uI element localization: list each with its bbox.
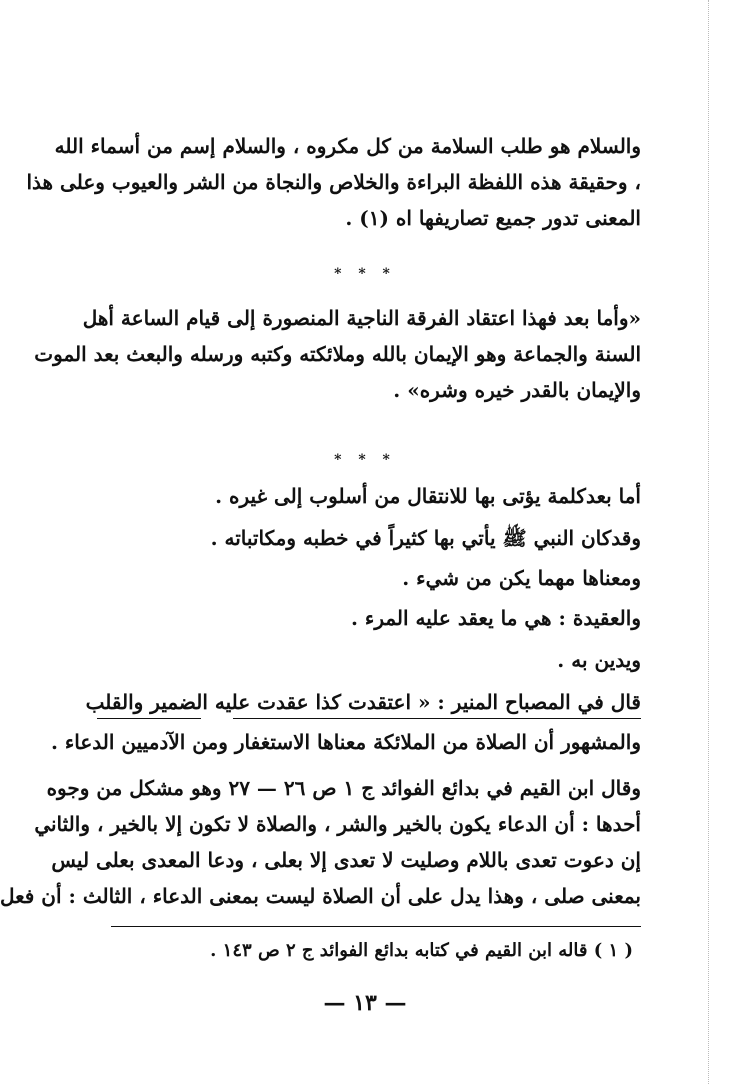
note-line: أما بعدكلمة يؤتى بها للانتقال من أسلوب إلى غيره . [215, 484, 641, 508]
text-line: السنة والجماعة وهو الإيمان بالله وملائكته وكتبه ورسله والبعث بعد الموت [34, 342, 641, 366]
footnote: ( ١ ) قاله ابن القيم في كتابه بدائع الفوائد ج ٢ ص ١٤٣ . [210, 940, 633, 961]
quote-line: والمشهور أن الصلاة من الملائكة معناها الاستغفار ومن الآدميين الدعاء . [50, 730, 641, 754]
paragraph-salam [26, 128, 641, 236]
text-line: والإيمان بالقدر خيره وشره» . [393, 378, 641, 402]
footnote-divider [111, 926, 641, 927]
text-line: أحدها : أن الدعاء يكون بالخير والشر ، والصلاة لا تكون إلا بالخير ، والثاني [34, 812, 641, 836]
note-line: ومعناها مهما يكن من شيء . [402, 566, 641, 590]
text-line: وقال ابن القيم في بدائع الفوائد ج ١ ص ٢٦ — ٢٧ وهو مشكل من وجوه [46, 776, 641, 800]
note-line: ويدين به . [557, 648, 641, 672]
section-separator: * * * [334, 452, 396, 468]
note-line: والعقيدة : هي ما يعقد عليه المرء . [351, 606, 641, 630]
text-line: والسلام هو طلب السلامة من كل مكروه ، والسلام إسم من أسماء الله [54, 134, 641, 158]
paragraph-ibn-qayyim [0, 770, 641, 914]
note-line: وقدكان النبي ﷺ يأتي بها كثيراً في خطبه ومكاتباته . [210, 526, 641, 550]
quote-underline [233, 718, 641, 719]
text-line: إن دعوت تعدى باللام وصليت لا تعدى إلا بعلى ، ودعا المعدى بعلى ليس [51, 848, 641, 872]
quote-underline [97, 718, 201, 719]
text-line: ، وحقيقة هذه اللفظة البراءة والخلاص والنجاة من الشر والعيوب وعلى هذا [26, 170, 641, 194]
scan-edge [708, 0, 709, 1084]
paragraph-creed [34, 300, 641, 408]
text-line: المعنى تدور جميع تصاريفها اه (١) . [345, 206, 641, 230]
text-line: بمعنى صلى ، وهذا يدل على أن الصلاة ليست بمعنى الدعاء ، الثالث : أن فعل [0, 884, 641, 908]
page-number: — ١٣ — [323, 990, 407, 1016]
book-page [1, 0, 729, 1084]
quote-line: قال في المصباح المنير : « اعتقدت كذا عقدت عليه الضمير والقلب [85, 690, 641, 714]
text-line: «وأما بعد فهذا اعتقاد الفرقة الناجية المنصورة إلى قيام الساعة أهل [82, 306, 641, 330]
section-separator: * * * [334, 266, 396, 282]
